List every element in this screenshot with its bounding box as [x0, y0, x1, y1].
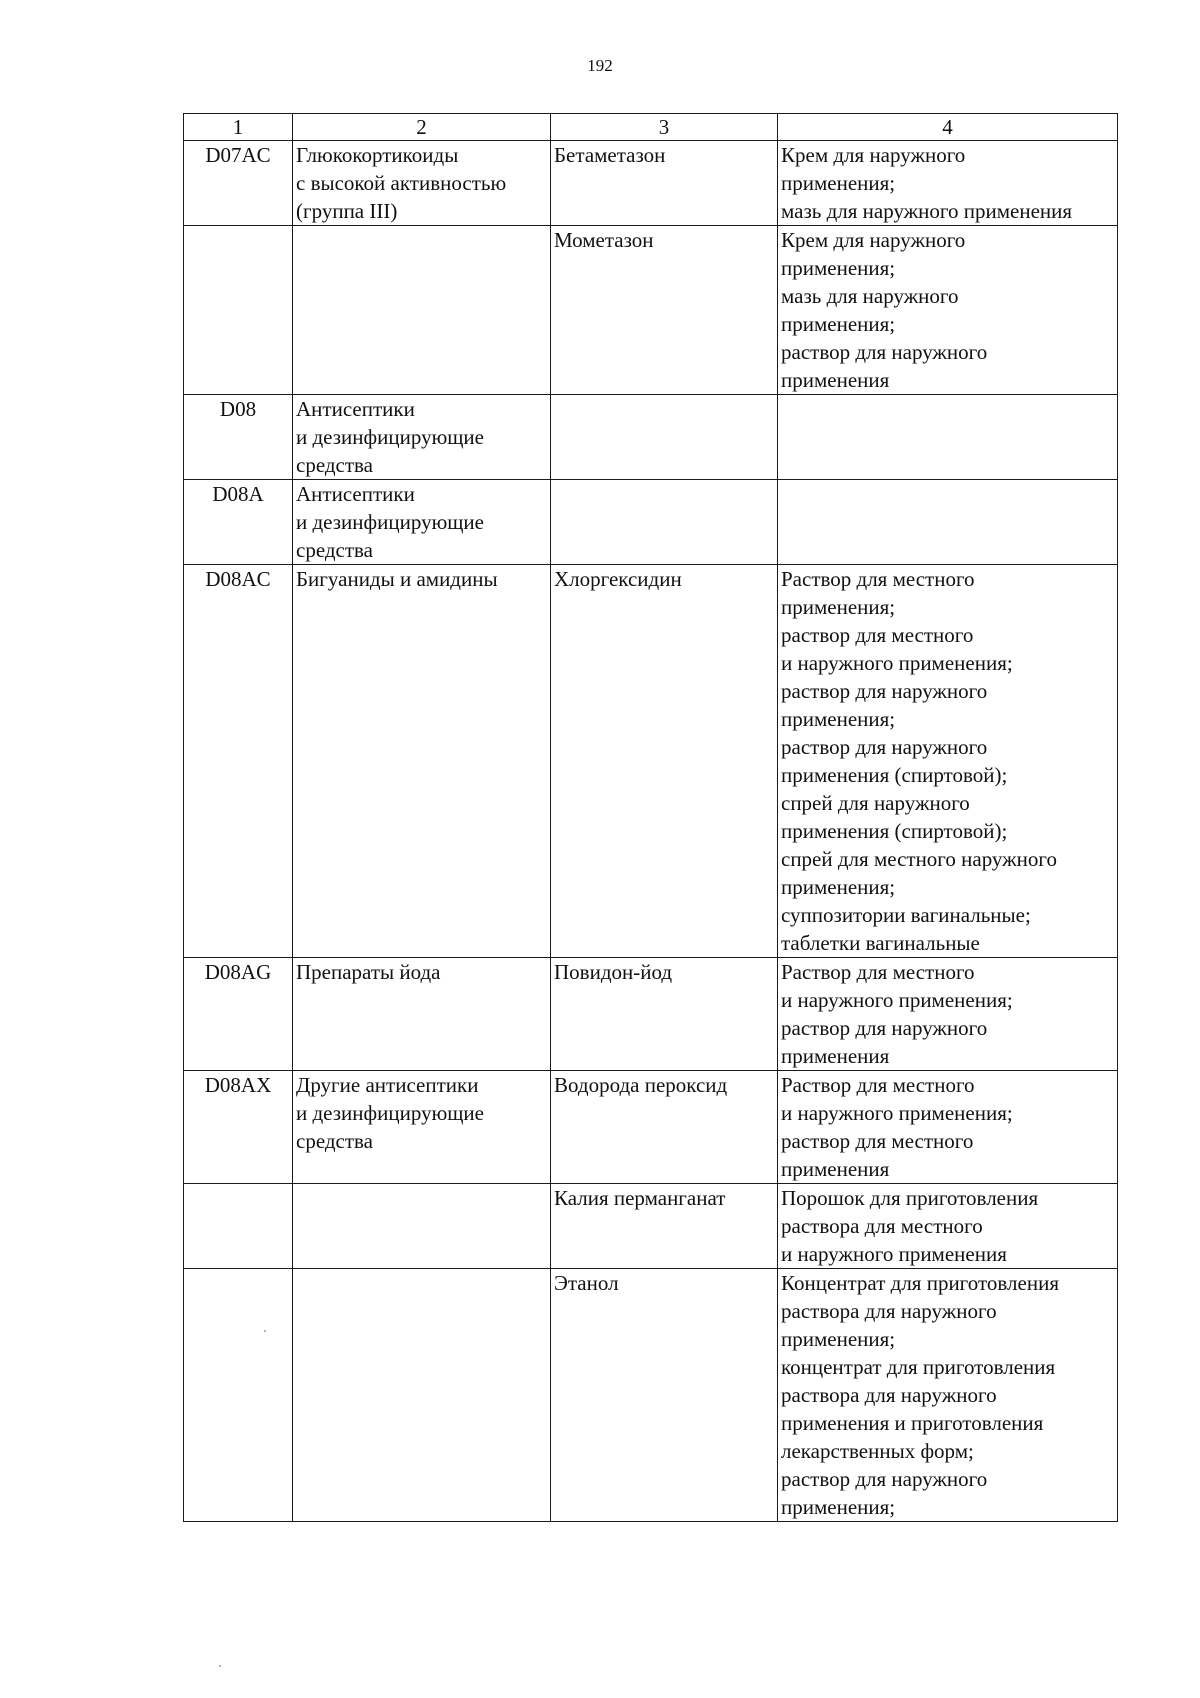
group-name-cell — [293, 958, 551, 1071]
dosage-forms-cell — [778, 1269, 1118, 1522]
dosage-forms-cell — [778, 958, 1118, 1071]
table-row — [184, 395, 1118, 480]
cell-line: раствор для наружного — [781, 1016, 988, 1040]
cell-line: спрей для наружного — [781, 791, 970, 815]
cell-line: с высокой активностью — [296, 171, 507, 195]
atc-code-cell — [184, 1269, 293, 1522]
cell-line: применения — [781, 368, 890, 392]
cell-line: Крем для наружного — [781, 228, 966, 252]
dosage-forms-cell — [778, 480, 1118, 565]
dosage-forms-cell — [778, 1184, 1118, 1269]
cell-line: Раствор для местного — [781, 960, 975, 984]
cell-line: и дезинфицирующие — [296, 510, 484, 534]
cell-line: применения; — [781, 1327, 896, 1351]
header-cell-4: 4 — [778, 114, 1118, 141]
scan-speck — [264, 1330, 266, 1332]
group-name-cell — [293, 1071, 551, 1184]
cell-line: применения (спиртовой); — [781, 763, 1008, 787]
atc-code-cell: D08AG — [184, 958, 293, 1071]
cell-line: Порошок для приготовления — [781, 1186, 1039, 1210]
cell-line: раствор для местного — [781, 1129, 974, 1153]
cell-line: (группа III) — [296, 199, 398, 223]
cell-line: Другие антисептики — [296, 1073, 479, 1097]
table-row — [184, 1269, 1118, 1522]
group-name-cell — [293, 480, 551, 565]
cell-line: средства — [296, 538, 374, 562]
cell-line: применения; — [781, 171, 896, 195]
atc-code-cell — [184, 1184, 293, 1269]
cell-line: раствора для наружного — [781, 1383, 997, 1407]
cell-line: мазь для наружного — [781, 284, 959, 308]
group-name-cell — [293, 1184, 551, 1269]
atc-code-cell: D07AC — [184, 141, 293, 226]
cell-line: средства — [296, 453, 374, 477]
cell-line: Глюкокортикоиды — [296, 143, 459, 167]
dosage-forms-cell — [778, 395, 1118, 480]
cell-line: Раствор для местного — [781, 1073, 975, 1097]
cell-line: применения — [781, 1044, 890, 1068]
group-name-cell — [293, 565, 551, 958]
table-row — [184, 141, 1118, 226]
cell-line: лекарственных форм; — [781, 1439, 974, 1463]
cell-line: Этанол — [554, 1271, 619, 1295]
cell-line: применения; — [781, 707, 896, 731]
atc-code-cell: D08AX — [184, 1071, 293, 1184]
group-name-cell — [293, 1269, 551, 1522]
cell-line: и наружного применения — [781, 1242, 1007, 1266]
cell-line: применения — [781, 1157, 890, 1181]
table-row — [184, 1184, 1118, 1269]
cell-line: применения (спиртовой); — [781, 819, 1008, 843]
cell-line: применения; — [781, 595, 896, 619]
cell-line: Бетаметазон — [554, 143, 666, 167]
cell-line: применения и приготовления — [781, 1411, 1044, 1435]
drug-table — [183, 113, 1118, 1522]
page-number: 192 — [587, 56, 613, 75]
table-row — [184, 480, 1118, 565]
scan-speck — [219, 1665, 221, 1667]
cell-line: Калия перманганат — [554, 1186, 726, 1210]
dosage-forms-cell — [778, 141, 1118, 226]
substance-cell — [551, 395, 778, 480]
cell-line: применения; — [781, 1495, 896, 1519]
cell-line: раствор для наружного — [781, 1467, 988, 1491]
cell-line: Хлоргексидин — [554, 567, 682, 591]
cell-line: таблетки вагинальные — [781, 931, 980, 955]
dosage-forms-cell — [778, 1071, 1118, 1184]
cell-line: мазь для наружного применения — [781, 199, 1073, 223]
table-row — [184, 565, 1118, 958]
cell-line: Повидон-йод — [554, 960, 673, 984]
cell-line: применения; — [781, 875, 896, 899]
cell-line: Препараты йода — [296, 960, 441, 984]
table-header-row — [184, 114, 1118, 141]
cell-line: и наружного применения; — [781, 651, 1013, 675]
group-name-cell — [293, 395, 551, 480]
cell-line: Раствор для местного — [781, 567, 975, 591]
cell-line: раствора для наружного — [781, 1299, 997, 1323]
substance-cell — [551, 141, 778, 226]
atc-code-cell — [184, 226, 293, 395]
cell-line: и наружного применения; — [781, 988, 1013, 1012]
substance-cell — [551, 958, 778, 1071]
substance-cell — [551, 1184, 778, 1269]
cell-line: Крем для наружного — [781, 143, 966, 167]
cell-line: и дезинфицирующие — [296, 425, 484, 449]
header-cell-2: 2 — [293, 114, 551, 141]
cell-line: суппозитории вагинальные; — [781, 903, 1031, 927]
cell-line: и дезинфицирующие — [296, 1101, 484, 1125]
cell-line: раствор для наружного — [781, 679, 988, 703]
cell-line: раствор для наружного — [781, 735, 988, 759]
cell-line: Мометазон — [554, 228, 654, 252]
table-body — [184, 141, 1118, 1522]
header-cell-3: 3 — [551, 114, 778, 141]
cell-line: Водорода пероксид — [554, 1073, 728, 1097]
atc-code-cell: D08A — [184, 480, 293, 565]
cell-line: концентрат для приготовления — [781, 1355, 1056, 1379]
group-name-cell — [293, 226, 551, 395]
atc-code-cell: D08AC — [184, 565, 293, 958]
group-name-cell — [293, 141, 551, 226]
cell-line: Антисептики — [296, 397, 415, 421]
dosage-forms-cell — [778, 226, 1118, 395]
cell-line: Антисептики — [296, 482, 415, 506]
substance-cell — [551, 1071, 778, 1184]
cell-line: применения; — [781, 256, 896, 280]
cell-line: раствор для наружного — [781, 340, 988, 364]
table-row — [184, 226, 1118, 395]
cell-line: раствор для местного — [781, 623, 974, 647]
table-row — [184, 1071, 1118, 1184]
cell-line: спрей для местного наружного — [781, 847, 1057, 871]
substance-cell — [551, 226, 778, 395]
substance-cell — [551, 565, 778, 958]
cell-line: Бигуаниды и амидины — [296, 567, 498, 591]
substance-cell — [551, 1269, 778, 1522]
cell-line: средства — [296, 1129, 374, 1153]
cell-line: Концентрат для приготовления — [781, 1271, 1059, 1295]
atc-code-cell: D08 — [184, 395, 293, 480]
cell-line: применения; — [781, 312, 896, 336]
substance-cell — [551, 480, 778, 565]
cell-line: раствора для местного — [781, 1214, 983, 1238]
table-row — [184, 958, 1118, 1071]
dosage-forms-cell — [778, 565, 1118, 958]
header-cell-1: 1 — [184, 114, 293, 141]
cell-line: и наружного применения; — [781, 1101, 1013, 1125]
